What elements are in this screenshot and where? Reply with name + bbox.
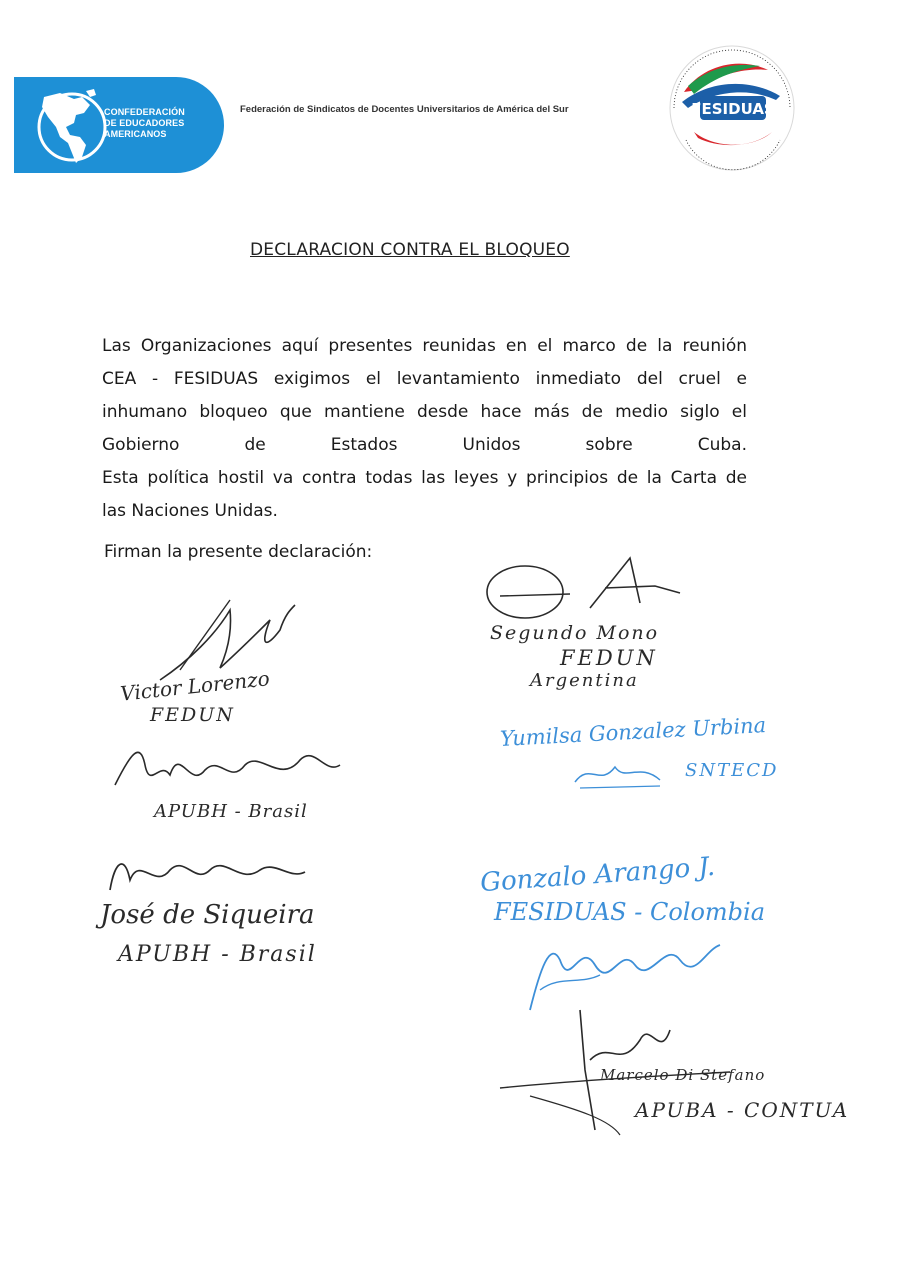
fesiduas-seal-icon xyxy=(664,40,800,176)
body-line: Esta política hostil va contra todas las leyes y principios de la Carta de xyxy=(102,468,747,488)
signature-scribble xyxy=(110,735,350,805)
signature-name: José de Siqueira xyxy=(100,900,315,930)
signature-org: FEDUN xyxy=(150,704,235,726)
signature-gonzalo-arango xyxy=(480,850,820,1020)
signature-org: FEDUN xyxy=(560,646,658,670)
signature-org: APUBH - Brasil xyxy=(154,801,308,822)
document-title: DECLARACION CONTRA EL BLOQUEO xyxy=(250,240,570,260)
signature-jose-siqueira xyxy=(100,850,350,990)
cea-line-2: DE EDUCADORES xyxy=(104,118,185,128)
cea-logo xyxy=(14,77,224,173)
signature-org: APUBH - Brasil xyxy=(118,942,317,967)
signature-scribble xyxy=(570,752,670,792)
americas-globe-icon xyxy=(30,83,114,167)
federation-name: Federación de Sindicatos de Docentes Universitarios de América del Sur xyxy=(240,104,569,115)
signature-name: Gonzalo Arango J. xyxy=(479,851,717,899)
signature-name: Marcelo Di Stefano xyxy=(600,1066,766,1084)
body-line: Las Organizaciones aquí presentes reunidas en el marco de la reunión xyxy=(102,336,747,356)
signature-org: FESIDUAS - Colombia xyxy=(494,898,766,926)
signature-name: Segundo Mono xyxy=(490,622,660,644)
signature-marcelo-distefano xyxy=(500,1000,850,1140)
signature-victor-lorenzo xyxy=(120,590,320,740)
signature-org: SNTECD xyxy=(685,760,779,781)
body-line: inhumano bloqueo que mantiene desde hace más de medio siglo el xyxy=(102,402,747,422)
signature-org: APUBA - CONTUA xyxy=(635,1098,850,1122)
signatures-intro: Firman la presente declaración: xyxy=(104,542,373,562)
signature-name: Victor Lorenzo xyxy=(119,666,271,706)
cea-line-1: CONFEDERACIÓN xyxy=(104,107,185,117)
signature-scribble xyxy=(100,850,320,895)
signature-name: Yumilsa Gonzalez Urbina xyxy=(499,713,767,751)
signature-scribble xyxy=(480,548,700,628)
body-line: las Naciones Unidas. xyxy=(102,501,278,521)
cea-logo-text xyxy=(104,107,219,140)
cea-line-3: AMERICANOS xyxy=(104,129,167,139)
fesiduas-wordmark: FESIDUAS xyxy=(691,100,775,118)
body-line: CEA - FESIDUAS exigimos el levantamiento inmediato del cruel e xyxy=(102,369,747,389)
declaration-body xyxy=(102,330,747,528)
signature-apubh-1 xyxy=(110,735,350,835)
signature-country: Argentina xyxy=(530,670,639,691)
signature-segundo-mono xyxy=(480,548,720,698)
body-line: Gobierno de Estados Unidos sobre Cuba. xyxy=(102,435,747,455)
signature-yumilsa-gonzalez xyxy=(500,710,840,800)
